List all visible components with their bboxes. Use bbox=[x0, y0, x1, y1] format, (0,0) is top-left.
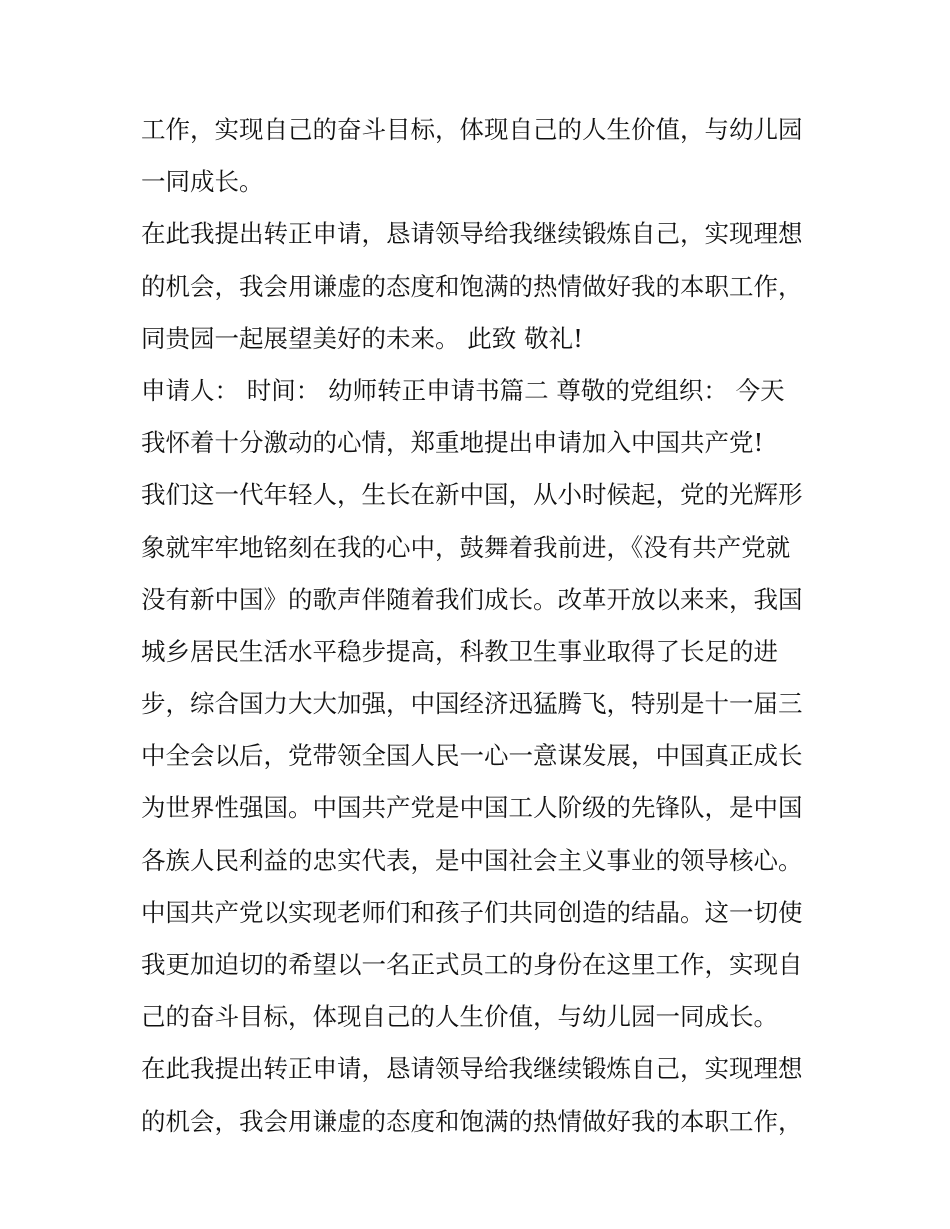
text-line: 同贵园一起展望美好的未来。 此致 敬礼! bbox=[141, 323, 583, 353]
text-line: 步，综合国力大大加强，中国经济迅猛腾飞，特别是十一届三 bbox=[141, 689, 803, 719]
text-line: 己的奋斗目标，体现自己的人生价值，与幼儿园一同成长。 bbox=[141, 1002, 778, 1032]
text-line: 的机会，我会用谦虚的态度和饱满的热情做好我的本职工作， bbox=[141, 271, 803, 301]
text-line: 在此我提出转正申请，恳请领导给我继续锻炼自己，实现理想 bbox=[141, 1054, 803, 1084]
text-line: 中国共产党以实现老师们和孩子们共同创造的结晶。这一切使 bbox=[141, 897, 803, 927]
text-line: 在此我提出转正申请，恳请领导给我继续锻炼自己，实现理想 bbox=[141, 219, 803, 249]
text-line: 的机会，我会用谦虚的态度和饱满的热情做好我的本职工作， bbox=[141, 1106, 803, 1136]
document-body bbox=[141, 104, 821, 1148]
text-line: 象就牢牢地铭刻在我的心中，鼓舞着我前进，《没有共产党就 bbox=[141, 532, 791, 562]
text-line: 中全会以后，党带领全国人民一心一意谋发展，中国真正成长 bbox=[141, 741, 803, 771]
text-line: 各族人民利益的忠实代表，是中国社会主义事业的领导核心。 bbox=[141, 845, 803, 875]
text-line: 我怀着十分激动的心情，郑重地提出申请加入中国共产党! bbox=[141, 428, 764, 458]
text-line: 城乡居民生活水平稳步提高，科教卫生事业取得了长足的进 bbox=[141, 636, 778, 666]
text-line: 我们这一代年轻人，生长在新中国，从小时候起，党的光辉形 bbox=[141, 480, 803, 510]
text-line: 没有新中国》的歌声伴随着我们成长。改革开放以来来，我国 bbox=[141, 584, 803, 614]
text-line: 申请人： 时间： 幼师转正申请书篇二 尊敬的党组织： 今天 bbox=[141, 375, 785, 405]
text-line: 我更加迫切的希望以一名正式员工的身份在这里工作，实现自 bbox=[141, 950, 803, 979]
text-line: 一同成长。 bbox=[141, 167, 264, 197]
text-line: 工作，实现自己的奋斗目标，体现自己的人生价值，与幼儿园 bbox=[141, 115, 803, 144]
text-line: 为世界性强国。中国共产党是中国工人阶级的先锋队，是中国 bbox=[141, 793, 803, 823]
